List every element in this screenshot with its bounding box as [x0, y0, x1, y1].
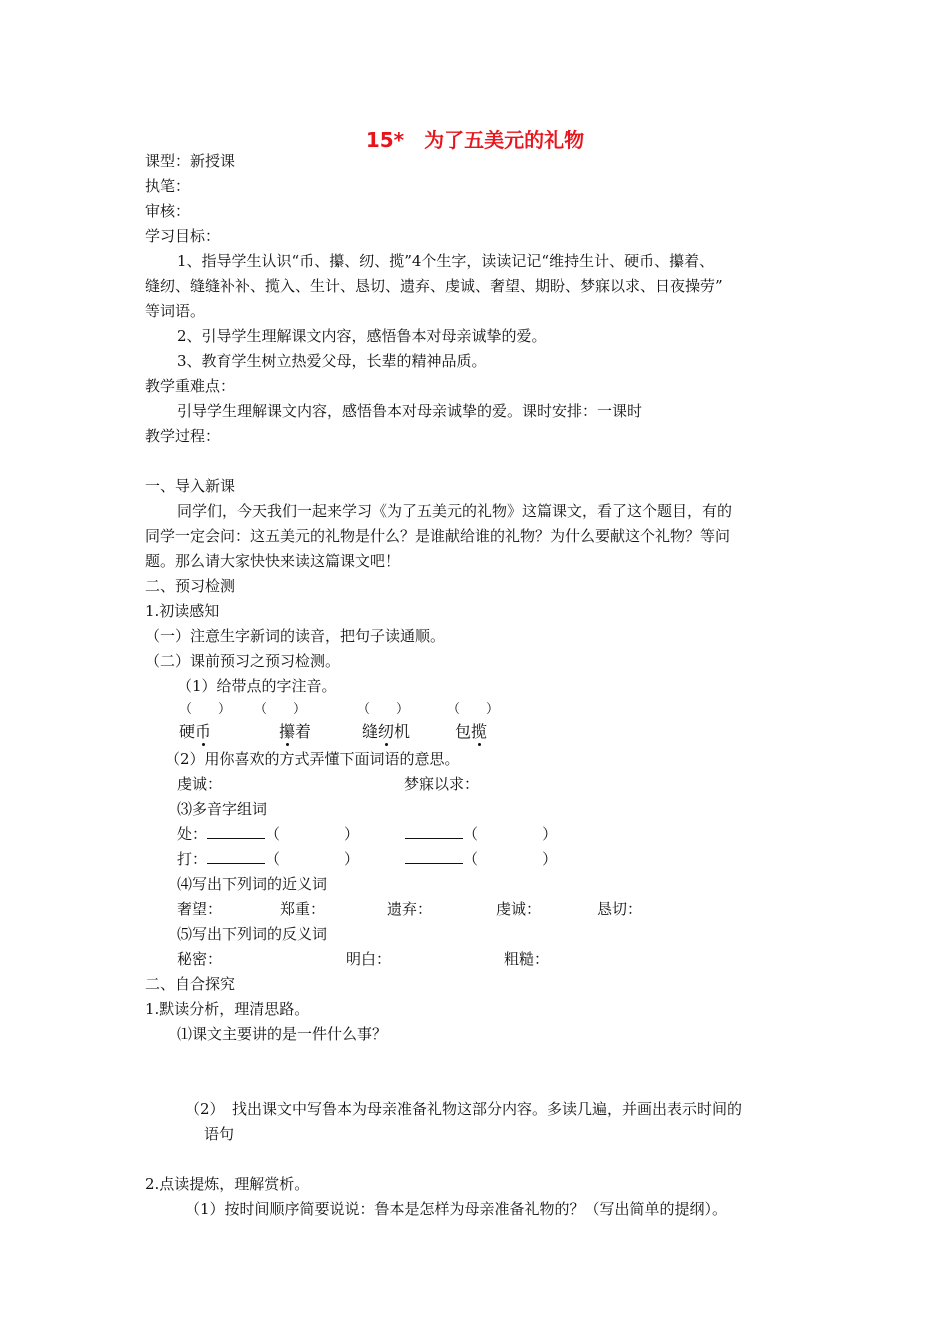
answer-blank[interactable]: [405, 849, 463, 864]
section3-heading: 二、自合探究: [145, 975, 236, 993]
section3-sub1: 1.默读分析，理清思路。: [145, 1000, 310, 1018]
dotted-word-3: 缝纫机: [362, 722, 411, 741]
polyphone-row-2: 打： （ ） （ ）: [177, 850, 558, 868]
objective-1-line3: 等词语。: [145, 302, 206, 320]
page-title: 15* 为了五美元的礼物: [365, 128, 585, 152]
dotted-word-1: 硬币: [179, 722, 212, 741]
key-points-heading: 教学重难点：: [145, 377, 236, 395]
pinyin-blank-4: （ ）: [447, 702, 500, 717]
process-heading: 教学过程：: [145, 427, 221, 445]
reviewer-field: 审核：: [145, 202, 191, 220]
answer-blank[interactable]: [405, 824, 463, 839]
dotted-word-2: 攥着: [279, 722, 312, 741]
question-4: ⑷写出下列词的近义词: [177, 875, 328, 893]
synonym-word: 奢望：: [177, 900, 223, 918]
section1-line2: 同学一定会问：这五美元的礼物是什么？是谁献给谁的礼物？为什么要献这个礼物？等问: [145, 527, 731, 545]
section3-sub2: 2.点读提炼，理解赏析。: [145, 1175, 310, 1193]
antonym-word: 秘密：: [177, 950, 223, 968]
pinyin-blank-3: （ ）: [357, 702, 410, 717]
section1-line1: 同学们，今天我们一起来学习《为了五美元的礼物》这篇课文，看了这个题目，有的: [177, 502, 733, 520]
section3-question-2-line2: 语句: [204, 1125, 235, 1143]
section3-question-1: ⑴课文主要讲的是一件什么事？: [177, 1025, 388, 1043]
objectives-heading: 学习目标：: [145, 227, 221, 245]
section2-sub1: 1.初读感知: [145, 602, 220, 620]
question-3: ⑶多音字组词: [177, 800, 268, 818]
writer-field: 执笔：: [145, 177, 191, 195]
pinyin-blank-1: （ ）: [179, 702, 232, 717]
question-2-word-2: 梦寐以求：: [404, 775, 480, 793]
pinyin-blank-2: （ ）: [254, 702, 307, 717]
section2-p2: （二）课前预习之预习检测。: [145, 652, 341, 670]
polyphone-row-1: 处： （ ） （ ）: [177, 825, 558, 843]
objective-3: 3、教育学生树立热爱父母，长辈的精神品质。: [177, 352, 487, 370]
course-type: 课型：新授课: [145, 152, 236, 170]
key-points-text: 引导学生理解课文内容，感悟鲁本对母亲诚挚的爱。课时安排：一课时: [177, 402, 643, 420]
answer-blank[interactable]: [207, 824, 265, 839]
question-2: （2）用你喜欢的方式弄懂下面词语的意思。: [165, 750, 460, 768]
section1-line3: 题。那么请大家快快来读这篇课文吧！: [145, 552, 401, 570]
antonym-word: 明白：: [346, 950, 392, 968]
antonym-word: 粗糙：: [504, 950, 550, 968]
objective-1-line2: 缝纫、缝缝补补、揽入、生计、恳切、遗弃、虔诚、奢望、期盼、梦寐以求、日夜操劳”: [145, 277, 723, 295]
synonym-word: 郑重：: [280, 900, 326, 918]
objective-1-line1: 1、指导学生认识“币、攥、纫、揽”4个生字，读读记记“维持生计、硬币、攥着、: [177, 252, 715, 270]
question-5: ⑸写出下列词的反义词: [177, 925, 328, 943]
synonym-word: 恳切：: [597, 900, 643, 918]
section3-question-3: （1）按时间顺序简要说说：鲁本是怎样为母亲准备礼物的？（写出简单的提纲）。: [185, 1200, 728, 1218]
question-2-word-1: 虔诚：: [177, 775, 223, 793]
answer-blank[interactable]: [207, 849, 265, 864]
question-1: （1）给带点的字注音。: [177, 677, 337, 695]
section2-heading: 二、预习检测: [145, 577, 236, 595]
section2-p1: （一）注意生字新词的读音，把句子读通顺。: [145, 627, 446, 645]
dotted-word-4: 包揽: [455, 722, 488, 741]
synonym-word: 遗弃：: [387, 900, 433, 918]
objective-2: 2、引导学生理解课文内容，感悟鲁本对母亲诚挚的爱。: [177, 327, 547, 345]
section1-heading: 一、导入新课: [145, 477, 236, 495]
section3-question-2-line1: （2） 找出课文中写鲁本为母亲准备礼物这部分内容。多读几遍，并画出表示时间的: [185, 1100, 743, 1118]
synonym-word: 虔诚：: [496, 900, 542, 918]
